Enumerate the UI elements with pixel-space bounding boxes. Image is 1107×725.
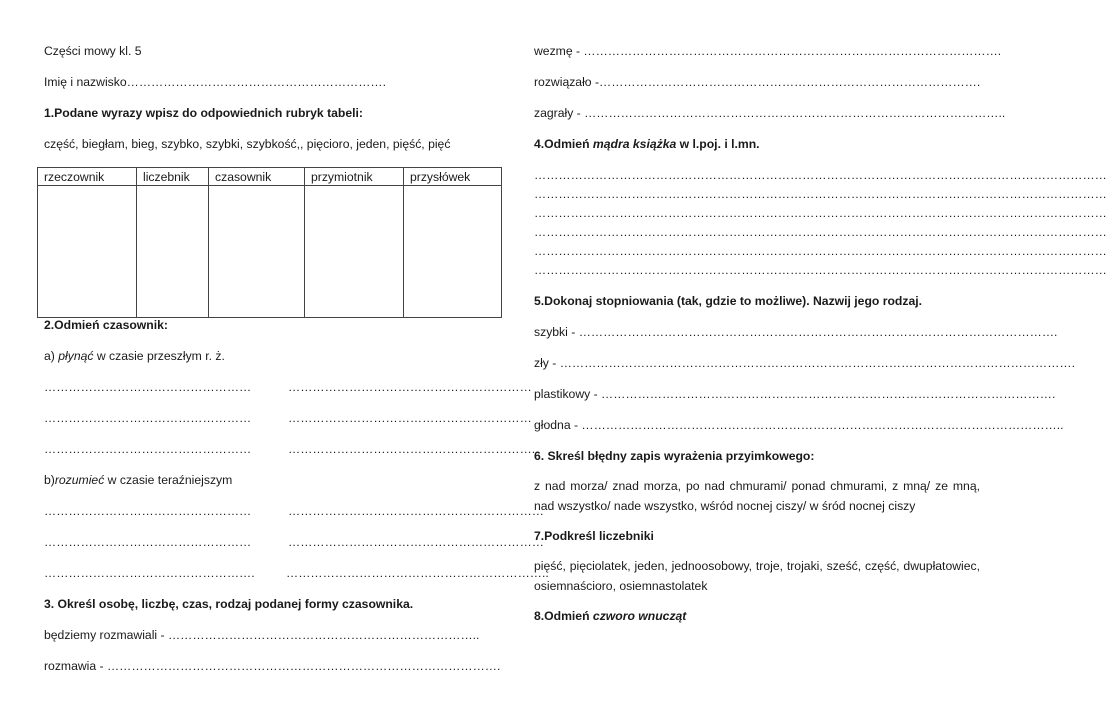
q3-item[interactable]: zagrały - ………………………………………………………………………………………….. <box>534 106 1006 120</box>
table-cell-rzeczownik[interactable] <box>38 186 137 318</box>
q5-item[interactable]: zły - ………………………………………………………………………………………………………………. <box>534 356 1075 370</box>
column-header-czasownik: czasownik <box>209 168 305 186</box>
answer-line[interactable]: …………………………………………………… <box>288 380 532 394</box>
answer-line[interactable]: ……………………………………………………… <box>288 504 544 518</box>
q4-dotted-line[interactable]: …………………………………………………………………………………………………………………………… <box>534 206 1107 220</box>
q2b-instruction <box>44 473 232 487</box>
answer-line[interactable]: …………………………………………… <box>44 535 252 549</box>
q3-item[interactable]: będziemy rozmawiali - ………………………………………………………………….. <box>44 628 480 642</box>
answer-line[interactable]: …………………………………………… <box>44 442 252 456</box>
table-cell-przyslowek[interactable] <box>404 186 502 318</box>
answer-line[interactable]: …………………………………………… <box>44 411 252 425</box>
q8-heading <box>534 609 686 623</box>
q2b-verb: rozumieć <box>54 473 105 487</box>
q4-dotted-line[interactable]: …………………………………………………………………………………………………………………………… <box>534 263 1107 277</box>
q4-dotted-line[interactable]: …………………………………………………………………………………………………………………………… <box>534 225 1107 239</box>
q4-prefix: 4.Odmień <box>534 137 593 151</box>
q8-phrase: czworo wnucząt <box>592 609 687 623</box>
table-cell-przymiotnik[interactable] <box>305 186 404 318</box>
q3-item[interactable]: wezmę - …………………………………………………………………………………………. <box>534 44 1002 58</box>
q5-heading: 5.Dokonaj stopniowania (tak, gdzie to możliwe). Nazwij jego rodzaj. <box>534 294 923 308</box>
q2a-prefix: a) <box>44 349 59 363</box>
q2-heading: 2.Odmień czasownik: <box>44 318 168 332</box>
q7-word-list[interactable]: pięść, pięciolatek, jeden, jednoosobowy, troje, trojaki, sześć, część, dwupłatowiec, osiemnaścioro, osiemnastolatek <box>534 559 980 593</box>
q5-item[interactable]: szybki - ………………………………………………………………………………………………………. <box>534 325 1058 339</box>
table-cell-czasownik[interactable] <box>209 186 305 318</box>
answer-line[interactable]: …………………………………………………… <box>288 411 532 425</box>
q1-word-list: część, biegłam, bieg, szybko, szybki, szybkość,, pięcioro, jeden, pięść, pięć <box>44 137 451 151</box>
answer-line[interactable]: ……………………………………………………. <box>288 442 536 456</box>
q4-heading <box>534 137 760 151</box>
q5-item[interactable]: plastikowy - …………………………………………………………………………………………………. <box>534 387 1056 401</box>
column-header-przymiotnik: przymiotnik <box>305 168 404 186</box>
parts-of-speech-table <box>37 167 502 318</box>
q2b-rest: w czasie teraźniejszym <box>104 473 233 487</box>
q2b-prefix: b) <box>44 473 55 487</box>
q4-dotted-line[interactable]: …………………………………………………………………………………………………………………………… <box>534 187 1107 201</box>
q3-heading: 3. Określ osobę, liczbę, czas, rodzaj podanej formy czasownika. <box>44 597 414 611</box>
q2a-rest: w czasie przeszłym r. ż. <box>93 349 225 363</box>
table-cell-liczebnik[interactable] <box>137 186 209 318</box>
answer-line[interactable]: …………………………………………… <box>44 504 252 518</box>
column-header-liczebnik: liczebnik <box>137 168 209 186</box>
q6-expressions[interactable]: z nad morza/ znad morza, po nad chmurami/ ponad chmurami, z mną/ ze mną, nad wszystko/ nade wszystko, wśród nocnej ciszy/ w śród nocnej ciszy <box>534 479 980 513</box>
q4-dotted-line[interactable]: …………………………………………………………………………………………………………………………… <box>534 244 1107 258</box>
name-field-line[interactable]: Imię i nazwisko………………………………………………………. <box>44 75 386 89</box>
q5-item[interactable]: głodna - ……………………………………………………………………………………………………….. <box>534 418 1064 432</box>
q1-heading: 1.Podane wyrazy wpisz do odpowiednich rubryk tabeli: <box>44 106 363 120</box>
q3-item[interactable]: rozwiązało -…………………………………………………………………………………. <box>534 75 981 89</box>
q4-dotted-line[interactable]: …………………………………………………………………………………………………………………………… <box>534 168 1107 182</box>
q4-suffix: w l.poj. i l.mn. <box>676 137 760 151</box>
q6-heading: 6. Skreśl błędny zapis wyrażenia przyimkowego: <box>534 449 815 463</box>
q8-prefix: 8.Odmień <box>534 609 593 623</box>
worksheet-title: Części mowy kl. 5 <box>44 44 142 58</box>
answer-line[interactable]: ……………………………………………………… <box>288 535 544 549</box>
answer-line[interactable]: ……………………………………………. <box>44 566 255 580</box>
q3-item[interactable]: rozmawia - ……………………………………………………………………………………. <box>44 659 501 673</box>
q7-heading: 7.Podkreśl liczebniki <box>534 529 654 543</box>
column-header-przyslowek: przysłówek <box>404 168 502 186</box>
answer-line[interactable]: ……………………………………………………….. <box>286 566 549 580</box>
q4-phrase: mądra książka <box>592 137 677 151</box>
q2a-instruction <box>44 349 225 363</box>
q2a-verb: płynąć <box>58 349 94 363</box>
column-header-rzeczownik: rzeczownik <box>38 168 137 186</box>
answer-line[interactable]: …………………………………………… <box>44 380 252 394</box>
